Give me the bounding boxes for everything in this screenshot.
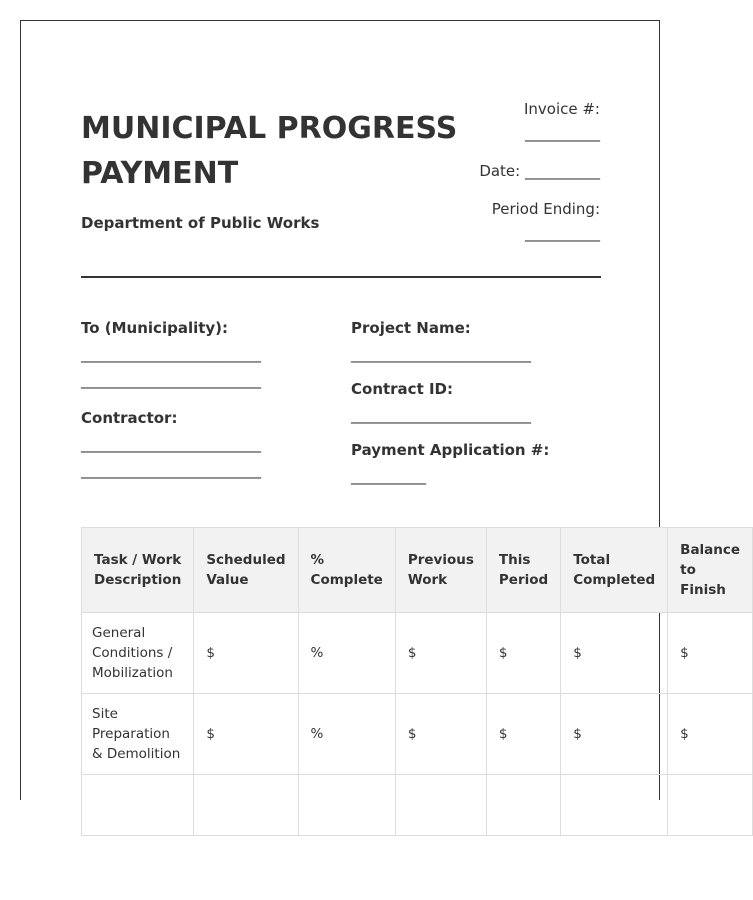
this-period-cell[interactable]: $ <box>486 613 560 694</box>
previous-work-cell[interactable]: $ <box>395 613 486 694</box>
municipality-label: To (Municipality): <box>81 319 229 337</box>
scheduled-value-cell[interactable]: $ <box>194 694 298 775</box>
balance-to-finish-cell[interactable]: $ <box>668 694 753 775</box>
progress-table <box>81 527 753 836</box>
project-name-label: Project Name: <box>351 319 471 337</box>
balance-to-finish-cell[interactable]: $ <box>668 613 753 694</box>
period-ending-field[interactable]: __________ <box>525 224 600 242</box>
scheduled-value-cell[interactable]: $ <box>194 613 298 694</box>
table-row <box>82 613 753 694</box>
project-name-field[interactable]: ________________________ <box>351 345 531 363</box>
contract-id-field[interactable]: ________________________ <box>351 406 531 424</box>
contractor-field-line-2[interactable]: ________________________ <box>81 461 261 479</box>
previous-work-cell[interactable]: $ <box>395 694 486 775</box>
contract-id-label: Contract ID: <box>351 380 453 398</box>
date-field[interactable]: Date: __________ <box>479 162 600 180</box>
document-title: MUNICIPAL PROGRESS PAYMENT <box>81 111 458 191</box>
payment-application-label: Payment Application #: <box>351 441 550 459</box>
col-header-balance-to-finish: Balance to Finish <box>668 528 753 613</box>
table-row <box>82 775 753 836</box>
project-info-column <box>351 315 611 489</box>
total-completed-cell[interactable]: $ <box>561 694 668 775</box>
table-row <box>82 694 753 775</box>
col-header-previous-work: Previous Work <box>395 528 486 613</box>
this-period-cell[interactable]: $ <box>486 694 560 775</box>
municipality-field-line-2[interactable]: ________________________ <box>81 371 261 389</box>
department-name: Department of Public Works <box>81 214 320 232</box>
party-info-column <box>81 315 341 483</box>
task-description: General Conditions / Mobilization <box>82 613 194 694</box>
header-divider <box>81 276 601 278</box>
percent-complete-cell[interactable]: % <box>298 613 395 694</box>
municipality-field-line-1[interactable]: ________________________ <box>81 345 261 363</box>
invoice-number-field[interactable]: __________ <box>525 124 600 142</box>
total-completed-cell[interactable]: $ <box>561 613 668 694</box>
table-header-row <box>82 528 753 613</box>
payment-application-field[interactable]: __________ <box>351 467 426 485</box>
task-description: Site Preparation & Demolition <box>82 694 194 775</box>
col-header-total-completed: Total Completed <box>561 528 668 613</box>
invoice-meta <box>400 97 600 245</box>
invoice-number-label: Invoice #: <box>523 100 600 118</box>
percent-complete-cell[interactable]: % <box>298 694 395 775</box>
contractor-label: Contractor: <box>81 409 178 427</box>
document-page <box>20 20 741 800</box>
col-header-task: Task / Work Description <box>82 528 194 613</box>
col-header-percent-complete: % Complete <box>298 528 395 613</box>
col-header-scheduled-value: Scheduled Value <box>194 528 298 613</box>
contractor-field-line-1[interactable]: ________________________ <box>81 435 261 453</box>
period-ending-label: Period Ending: <box>491 200 600 218</box>
col-header-this-period: This Period <box>486 528 560 613</box>
